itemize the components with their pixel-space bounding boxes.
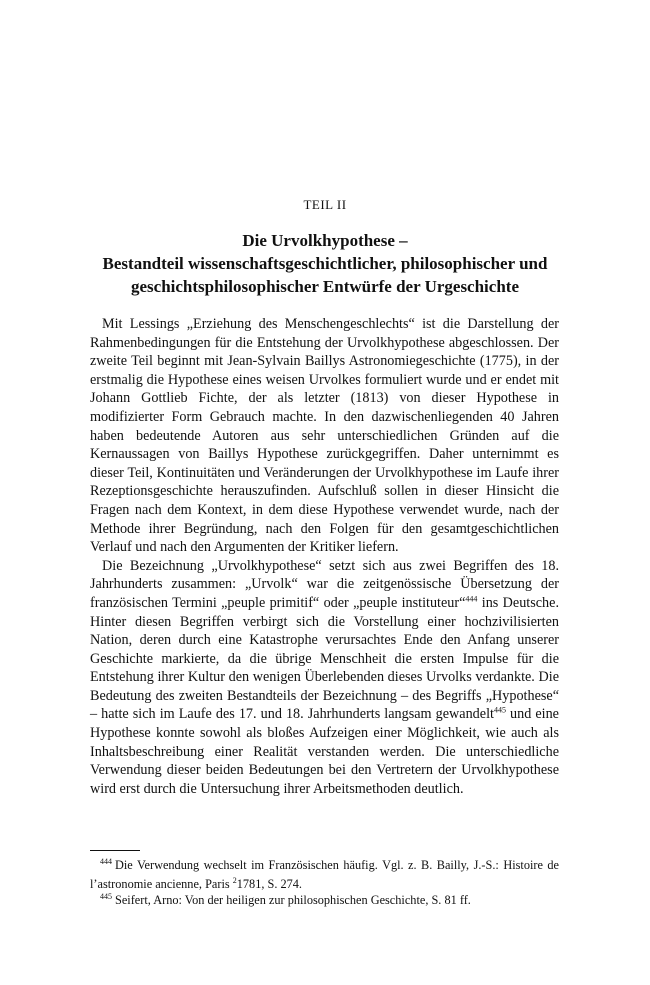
footnote-number: 445 <box>100 891 112 901</box>
footnotes <box>90 858 559 908</box>
footnote-444 <box>90 858 559 893</box>
paragraph-2-part-a: Die Bezeichnung „Urvolkhypothese“ setzt sich aus zwei Begriffen des 18. Jahrhunderts zusammen: „Urvolk“ war die zeitgenössische Übersetzung der französischen Termini „peuple primitif“ oder „peuple instituteur“ <box>90 557 559 611</box>
paragraph-2-part-c: und eine Hypothese konnte sowohl als bloßes Aufzeigen einer Möglichkeit, wie auch als Inhaltsbeschreibung einer Realität verstanden werden. Die unterschiedliche Verwendung dieser beiden Bedeutungen bei den Vertretern der Urvolkhypothese wird erst durch die Untersuchung ihrer Arbeitsmethoden deutlich. <box>90 706 559 797</box>
paragraph-1: Mit Lessings „Erziehung des Menschengeschlechts“ ist die Darstellung der Rahmenbedingungen für die Entstehung der Urvolkhypothese abgeschlossen. Der zweite Teil beginnt mit Jean-Sylvain Baillys Astronomiegeschichte (1775), in der erstmalig die Hypothese eines weisen Urvolkes formuliert wurde und er endet mit Johann Gottlieb Fichte, der als letzter (1813) von dieser Hypothese in modifizierter Form Gebrauch machte. In den dazwischenliegenden 40 Jahren haben bedeutende Autoren aus sehr unterschiedlichen Gründen auf die Kernaussagen von Baillys Hypothese zurückgegriffen. Daher unternimmt es dieser Teil, Kontinuitäten und Veränderungen der Urvolkhypothese im Laufe ihrer Rezeptionsgeschichte herauszufinden. Aufschluß sollen in dieser Hinsicht die Fragen nach dem Kontext, in dem diese Hypothese verwendet wurde, nach der Methode ihrer Begründung, nach den Folgen für den gesamtgeschichtlichen Verlauf und nach den Argumenten der Kritiker liefern. <box>90 316 559 556</box>
footnote-text-end: 1781, S. 274. <box>236 877 302 892</box>
footnote-ref-444: 444 <box>465 594 478 604</box>
part-label: TEIL II <box>303 197 347 212</box>
title-line-2: Bestandteil wissenschaftsgeschichtlicher, philosophischer und <box>102 254 548 273</box>
body-text <box>90 315 559 798</box>
footnote-text: Seifert, Arno: Von der heiligen zur philosophischen Geschichte, S. 81 ff. <box>115 892 471 907</box>
title-line-3: geschichtsphilosophischer Entwürfe der Urgeschichte <box>130 277 519 296</box>
footnote-445 <box>90 893 559 908</box>
paragraph-2 <box>90 557 559 799</box>
title-line-1: Die Urvolkhypothese – <box>242 231 408 250</box>
paragraph-2-part-b: ins Deutsche. Hinter diesen Begriffen verbirgt sich die Vorstellung einer hochzivilisierten Nation, deren durch eine Katastrophe verursachtes Ende den Anfang unserer Geschichte markierte, da die übrige Menschheit die ersten Impulse für die Entstehung ihrer Kultur den wenigen Überlebenden dieses Urvolks verdankte. Die Bedeutung des zweiten Bestandteils der Bezeichnung – des Begriffs „Hypothese“ – hatte sich im Laufe des 17. und 18. Jahrhunderts langsam gewandelt <box>90 594 559 723</box>
edition-number: 2 <box>232 876 237 886</box>
footnote-text: Die Verwendung wechselt im Französischen häufig. Vgl. z. B. Bailly, J.-S.: Histoire de l’astronomie ancienne, Paris <box>90 858 559 892</box>
chapter-title <box>0 229 650 298</box>
footnote-number: 444 <box>100 856 112 866</box>
footnote-divider <box>90 850 140 851</box>
footnote-ref-445: 445 <box>493 705 506 715</box>
